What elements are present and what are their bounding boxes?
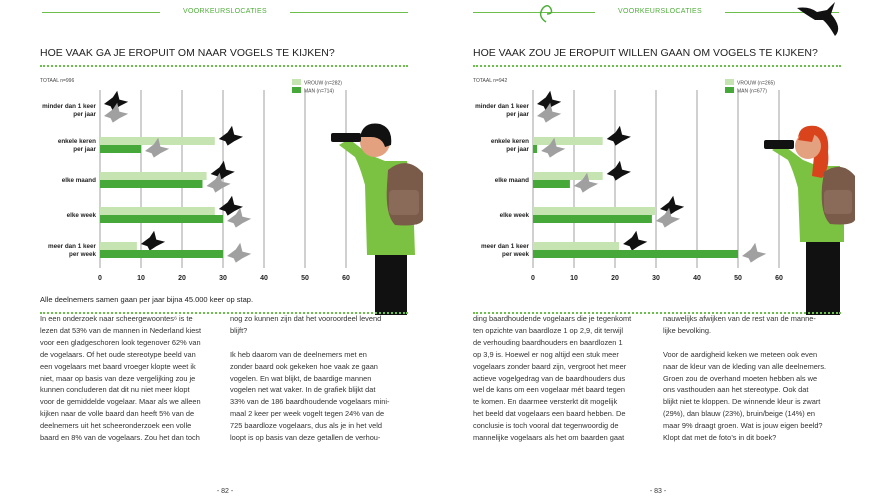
bar xyxy=(533,207,656,215)
bar xyxy=(533,137,603,145)
page-number-left: - 82 - xyxy=(216,488,234,495)
bar xyxy=(100,215,223,223)
category-label: minder dan 1 keer xyxy=(42,103,96,110)
legend-label: VROUW (n=265) xyxy=(737,80,775,87)
grey-bird-icon xyxy=(537,103,561,123)
dotted-rule-left xyxy=(40,65,408,67)
category-label: enkele keren xyxy=(57,138,96,145)
body-text-left-col2: nog zo kunnen zijn dat het vooroordeel levend blijft? Ik heb daarom van de deelnemers met en zonder baard ook gekeken hoe vaak ze gaan vogelen. En wat blijkt, de baardige mannen vogelen net wat vaker. In de grafiek blijkt dat 33% van de 186 baardhoudende vogelaars mini- maal 2 keer per week vogelt tegen 24% van de 725 baardloze vogelaars, dus als je in het veld loopt is op basis van deze getallen de verhou- xyxy=(230,314,390,443)
bar xyxy=(100,242,137,250)
x-tick-label: 50 xyxy=(301,275,309,282)
bar xyxy=(533,242,619,250)
legend-swatch xyxy=(725,79,734,85)
body-text-right-col1: ding baardhoudende vogelaars die je tegenkomt ten opzichte van baardloze 1 op 2,9, dit terwijl de verhouding baardhouders en baardlozen 1 op 3,9 is. Hoewel er nog altijd een stuk meer vogelaars zonder baard zijn, vergroot het meer actieve vogelgedrag van de baardhouders dus wel de kans om een vogelaar mét baard tegen te komen. En daarmee versterkt dit mogelijk het beeld dat vogelaars een baard hebben. De conclusie is toch vooral dat tegenwoordig de mannelijke vogelaars als het om baarden gaat xyxy=(473,314,632,443)
bar xyxy=(533,180,570,188)
category-label: elke week xyxy=(499,212,529,219)
x-tick-label: 30 xyxy=(652,275,660,282)
bar xyxy=(100,207,215,215)
bar-chart-left xyxy=(40,72,350,292)
x-tick-label: 60 xyxy=(342,275,350,282)
swirl-icon xyxy=(535,2,557,24)
category-label: minder dan 1 keer xyxy=(475,103,529,110)
legend-swatch xyxy=(725,87,734,93)
x-tick-label: 10 xyxy=(137,275,145,282)
black-bird-icon xyxy=(219,126,243,146)
bar xyxy=(100,180,203,188)
bar-chart-right xyxy=(473,72,783,292)
flying-bird-icon xyxy=(795,0,845,40)
x-tick-label: 50 xyxy=(734,275,742,282)
birdwatcher-man-illustration xyxy=(325,115,425,315)
black-bird-icon xyxy=(607,126,631,146)
body-text-left-col1: In een onderzoek naar scheergewoontes⁶ is te lezen dat 53% van de mannen in Nederland kiest voor een gladgeschoren look tegenover 62% van de vogelaars. Of het oude stereotype beeld van een vogelaars met baard vroeger klopte weet ik niet, maar op basis van deze vergelijking zou je kunnen concluderen dat dit nu niet meer klopt voor de gemiddelde vogelaar. Maar als we alleen kijken naar de volle baard dan heeft 5% van de deelnemers uit het scheeronderzoek een volle baard en 8% van de vogelaars. Zou het dan toch xyxy=(40,314,202,443)
legend-label: MAN (n=714) xyxy=(304,88,334,95)
grey-bird-icon xyxy=(104,103,128,123)
section-label-right: VOORKEURSLOCATIES xyxy=(595,8,725,15)
bar xyxy=(533,215,652,223)
category-label: enkele keren xyxy=(490,138,529,145)
chart-heading-left: HOE VAAK GA JE EROPUIT OM NAAR VOGELS TE KIJKEN? xyxy=(40,47,335,59)
category-label: meer dan 1 keer xyxy=(48,243,96,250)
chart-heading-right: HOE VAAK ZOU JE EROPUIT WILLEN GAAN OM VOGELS TE KIJKEN? xyxy=(473,47,818,59)
bar xyxy=(100,172,207,180)
bar xyxy=(100,145,141,153)
body-text-right-col2: nauwelijks afwijken van de rest van de manne- lijke bevolking. Voor de aardigheid keken we meteen ook even naar de kleur van de kleding van alle deelnemers. Groen zou de overhand moeten hebben als we ons vasthouden aan het stereotype. Ook dat blijkt niet te kloppen. De winnende kleur is zwart (29%), dan blauw (23%), bruin/beige (14%) en maar 9% draagt groen. Wat is jouw eigen beeld? Klopt dat met de foto’s in dit boek? xyxy=(663,314,827,443)
category-label: per jaar xyxy=(73,146,96,153)
x-tick-label: 0 xyxy=(531,275,535,282)
category-label: elke maand xyxy=(494,177,529,184)
black-bird-icon xyxy=(211,161,235,181)
x-tick-label: 20 xyxy=(178,275,186,282)
category-label: per week xyxy=(502,251,529,258)
black-bird-icon xyxy=(607,161,631,181)
grey-bird-icon xyxy=(227,243,251,263)
category-label: elke week xyxy=(66,212,96,219)
black-bird-icon xyxy=(141,231,165,251)
legend-swatch xyxy=(292,79,301,85)
birdwatcher-woman-illustration xyxy=(758,120,858,315)
bar xyxy=(100,250,223,258)
x-tick-label: 40 xyxy=(260,275,268,282)
legend-swatch xyxy=(292,87,301,93)
x-tick-label: 60 xyxy=(775,275,783,282)
category-label: elke maand xyxy=(61,177,96,184)
bar xyxy=(533,145,537,153)
category-label: per jaar xyxy=(506,146,529,153)
total-label: TOTAAL n=996 xyxy=(40,78,75,84)
x-tick-label: 0 xyxy=(98,275,102,282)
category-label: per jaar xyxy=(506,111,529,118)
page-number-right: - 83 - xyxy=(649,488,667,495)
legend-label: VROUW (n=282) xyxy=(304,80,342,87)
grey-bird-icon xyxy=(656,208,680,228)
chart-caption-left: Alle deelnemers samen gaan per jaar bijna 45.000 keer op stap. xyxy=(40,295,254,304)
category-label: per jaar xyxy=(73,111,96,118)
black-bird-icon xyxy=(660,196,684,216)
category-label: per week xyxy=(69,251,96,258)
grey-bird-icon xyxy=(207,173,231,193)
section-label-left: VOORKEURSLOCATIES xyxy=(160,8,290,15)
bar xyxy=(533,172,603,180)
dotted-rule-right xyxy=(473,65,841,67)
legend-label: MAN (n=677) xyxy=(737,88,767,95)
bar xyxy=(533,250,738,258)
x-tick-label: 10 xyxy=(570,275,578,282)
x-tick-label: 20 xyxy=(611,275,619,282)
x-tick-label: 30 xyxy=(219,275,227,282)
black-bird-icon xyxy=(623,231,647,251)
category-label: meer dan 1 keer xyxy=(481,243,529,250)
x-tick-label: 40 xyxy=(693,275,701,282)
total-label: TOTAAL n=942 xyxy=(473,78,508,84)
